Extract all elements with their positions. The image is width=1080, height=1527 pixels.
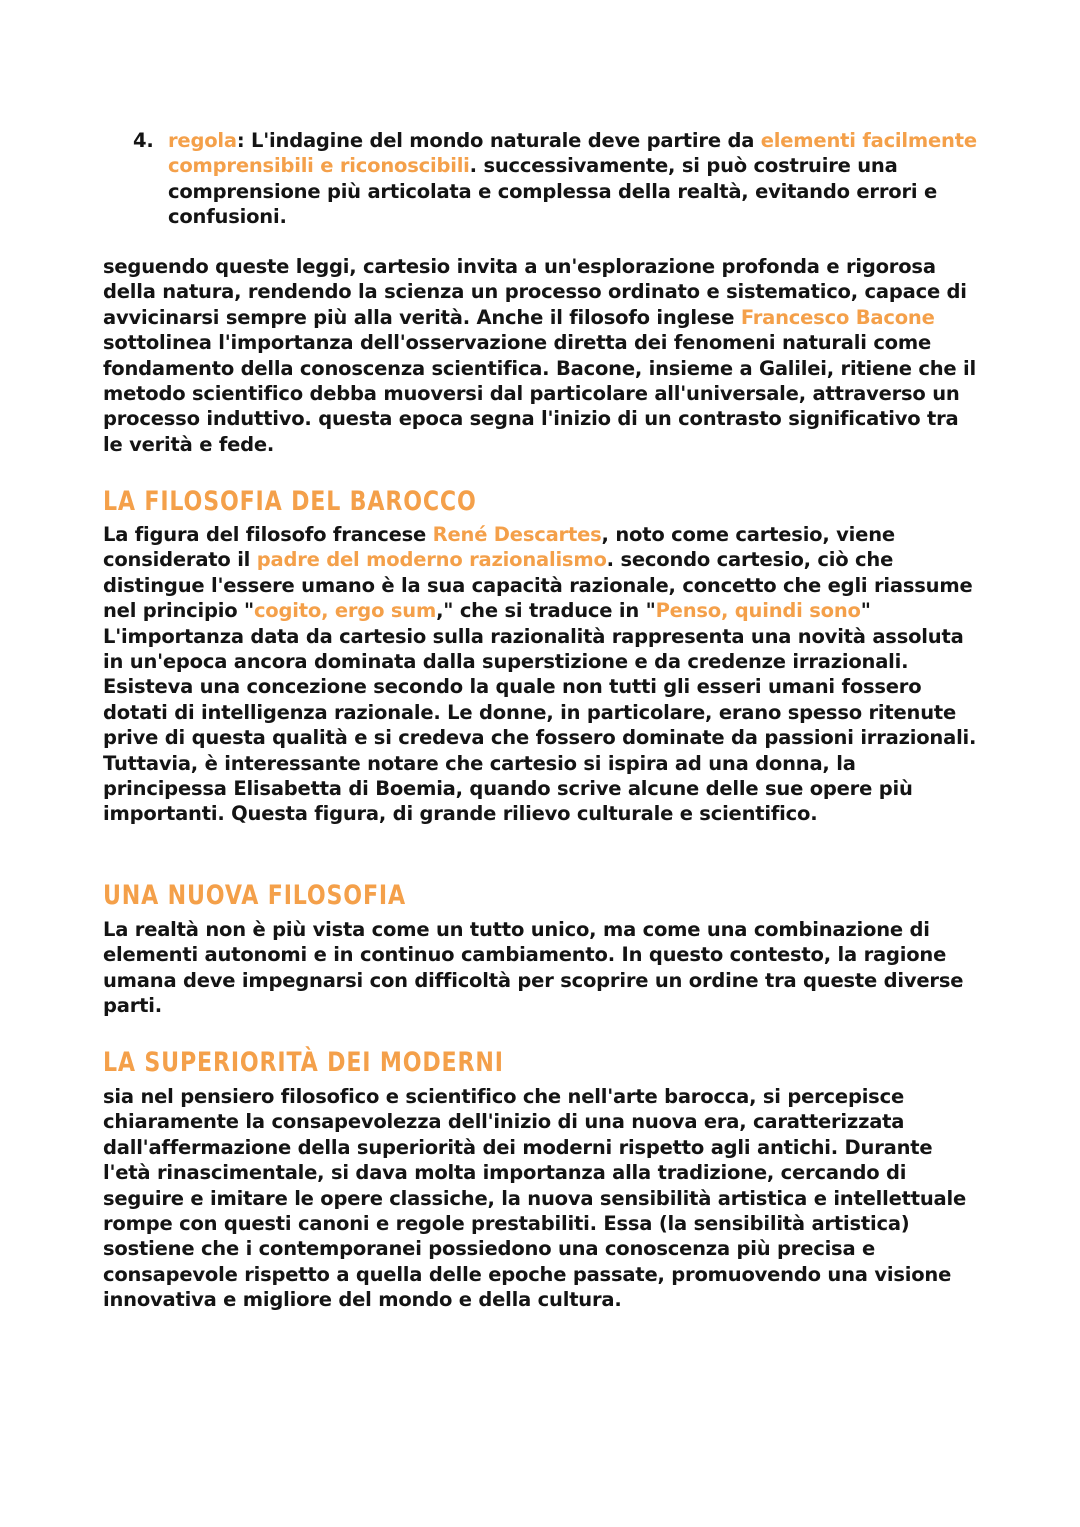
list-item-text [168, 128, 983, 230]
highlight-elementi: elementi facilmente comprensibili e riconoscibili [168, 129, 977, 178]
text-run: seguendo queste leggi, cartesio invita a un'esplorazione profonda e rigorosa della natura, rendendo la scienza un processo ordinato e sistematico, capace di avvicinarsi sempre più alla verità. Anche il filosofo inglese [103, 255, 967, 329]
highlight-razionalismo: padre del moderno razionalismo [256, 548, 607, 572]
text-run: , noto come cartesio, viene considerato il [103, 523, 895, 572]
highlight-cogito: cogito, ergo sum [253, 599, 437, 623]
text-run: . successivamente, si può costruire una comprensione più articolata e complessa della realtà, evitando errori e confusioni. [168, 154, 937, 229]
text-run: ," che si traduce in " [436, 599, 656, 623]
text-run: " L'importanza data da cartesio sulla razionalità rappresenta una novità assoluta in un'epoca ancora dominata dalla superstizione e da credenze irrazionali. Esisteva una concezione secondo la quale non tutti gli esseri umani fossero dotati di intelligenza razionale. Le donne, in particolare, erano spesso ritenute prive di questa qualità e si credeva che fossero dominate da passioni irrazionali. [103, 599, 977, 750]
list-item-4 [103, 128, 983, 230]
highlight-regola: regola [168, 129, 237, 152]
heading-filosofia-barocco: LA FILOSOFIA DEL BAROCCO [103, 486, 477, 517]
text-run: . secondo cartesio, ciò che distingue l'essere umano è la sua capacità razionale, concetto che egli riassume nel principio " [103, 548, 973, 623]
paragraph-superiorita-moderni: sia nel pensiero filosofico e scientifico che nell'arte barocca, si percepisce chiaramente la consapevolezza dell'inizio di una nuova era, caratterizzata dall'affermazione della superiorità dei moderni rispetto agli antichi. Durante l'età rinascimentale, si dava molta importanza alla tradizione, cercando di seguire e imitare le opere classiche, la nuova sensibilità artistica e intellettuale rompe con questi canoni e regole prestabiliti. Essa (la sensibilità artistica) sostiene che i contemporanei possiedono una conoscenza più precisa e consapevole rispetto a quella delle epoche passate, promuovendo una visione innovativa e migliore del mondo e della cultura. [103, 1085, 967, 1312]
text-run: La figura del filosofo francese [103, 523, 433, 546]
paragraph-nuova-filosofia: La realtà non è più vista come un tutto unico, ma come una combinazione di elementi autonomi e in continuo cambiamento. In questo contesto, la ragione umana deve impegnarsi con difficoltà per scoprire un ordine tra queste diverse parti. [103, 918, 964, 1018]
paragraph-cartesio-leggi [103, 254, 983, 457]
heading-superiorita-moderni: LA SUPERIORITÀ DEI MODERNI [103, 1047, 504, 1078]
text-run: : L'indagine del mondo naturale deve partire da [236, 129, 761, 152]
highlight-bacone: Francesco Bacone [740, 305, 935, 329]
text-run: Tuttavia, è interessante notare che cartesio si ispira ad una donna, la principessa Elisabetta di Boemia, quando scrive alcune delle sue opere più importanti. Questa figura, di grande rilievo culturale e scientifico. [103, 751, 913, 826]
highlight-penso: Penso, quindi sono [655, 599, 861, 623]
heading-nuova-filosofia: UNA NUOVA FILOSOFIA [103, 880, 406, 911]
paragraph-descartes [103, 522, 983, 827]
text-run: sottolinea l'importanza dell'osservazione diretta dei fenomeni naturali come fondamento della conoscenza scientifica. Bacone, insieme a Galilei, ritiene che il metodo scientifico debba muoversi dal particolare all'universale, attraverso un processo induttivo. questa epoca segna l'inizio di un contrasto significativo tra le verità e fede. [103, 331, 976, 456]
list-number: 4. [133, 129, 154, 152]
highlight-descartes: René Descartes [432, 523, 602, 546]
